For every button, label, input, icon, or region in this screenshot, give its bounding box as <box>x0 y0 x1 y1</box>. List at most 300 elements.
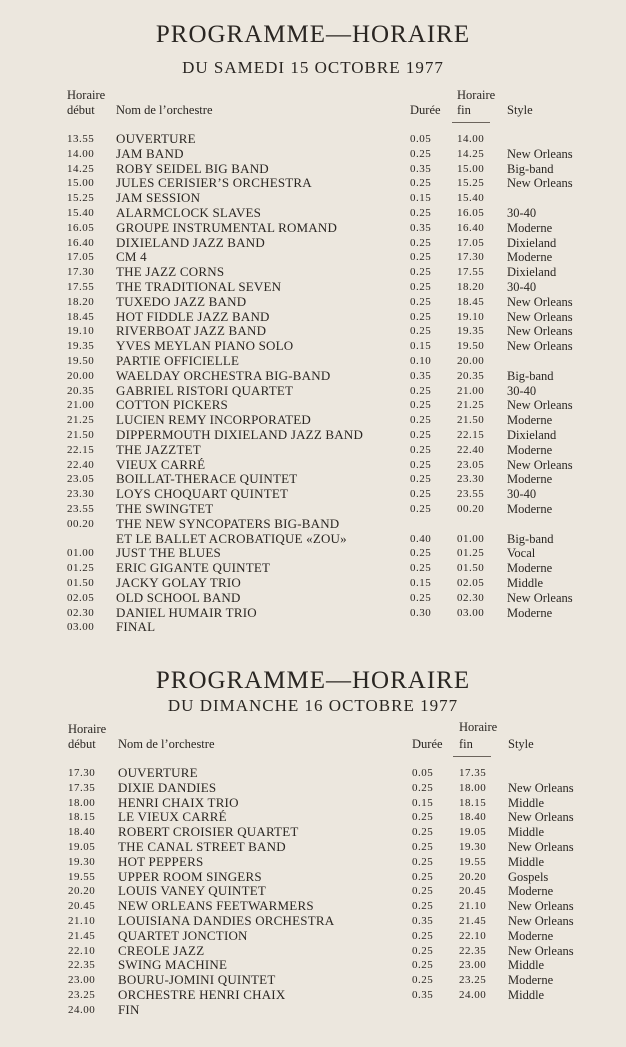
style: 30-40 <box>507 205 537 220</box>
table-row <box>0 532 626 547</box>
orchestra-name: OLD SCHOOL BAND <box>116 589 241 605</box>
table-row <box>0 517 626 532</box>
style: Moderne <box>508 973 554 988</box>
end-time: 22.15 <box>457 428 485 441</box>
end-time: 21.10 <box>459 900 487 913</box>
duration: 0.15 <box>410 576 432 589</box>
table-row <box>0 162 626 177</box>
duration: 0.35 <box>412 988 434 1001</box>
duration: 0.25 <box>410 206 432 219</box>
orchestra-name: BOURU-JOMINI QUINTET <box>118 972 276 988</box>
orchestra-name: JUST THE BLUES <box>116 545 221 561</box>
table-row <box>0 576 626 591</box>
orchestra-name: OUVERTURE <box>118 765 198 780</box>
section-2-subtitle: DU DIMANCHE 16 OCTOBRE 1977 <box>167 696 459 715</box>
start-time: 01.25 <box>67 562 95 575</box>
duration: 0.25 <box>412 959 434 972</box>
table-row <box>0 191 626 206</box>
table-row <box>0 206 626 221</box>
start-time: 21.50 <box>67 428 95 441</box>
table-row <box>0 988 626 1003</box>
start-time: 18.40 <box>68 826 96 839</box>
start-time: 22.10 <box>68 944 96 957</box>
table-row <box>0 487 626 502</box>
section-1-header-end-line2: fin <box>457 103 471 117</box>
orchestra-name: THE JAZZTET <box>116 441 201 457</box>
orchestra-name: COTTON PICKERS <box>116 397 228 413</box>
start-time: 17.05 <box>67 251 95 264</box>
style: Moderne <box>507 561 553 576</box>
table-row <box>0 443 626 458</box>
orchestra-name: PARTIE OFFICIELLE <box>116 352 240 368</box>
orchestra-name: LE VIEUX CARRÉ <box>118 809 227 825</box>
start-time: 03.00 <box>67 621 95 634</box>
duration: 0.25 <box>410 399 432 412</box>
duration: 0.15 <box>412 796 434 809</box>
duration: 0.25 <box>412 944 434 957</box>
section-1-header-start-line1: Horaire <box>67 88 106 102</box>
start-time: 00.20 <box>67 517 95 530</box>
table-row <box>0 428 626 443</box>
section-1-header-duration: Durée <box>410 103 441 117</box>
end-time: 22.40 <box>457 443 485 456</box>
duration: 0.25 <box>412 781 434 794</box>
table-row <box>0 929 626 944</box>
style: Big-band <box>507 368 554 383</box>
start-time: 15.00 <box>67 177 95 190</box>
style: Middle <box>508 958 545 973</box>
style: New Orleans <box>507 309 573 324</box>
table-row <box>0 766 626 781</box>
end-time: 17.55 <box>457 266 485 279</box>
end-time: 02.05 <box>457 576 485 589</box>
orchestra-name: FIN <box>118 1001 140 1017</box>
end-time: 16.05 <box>457 206 485 219</box>
orchestra-name: ORCHESTRE HENRI CHAIX <box>118 986 286 1002</box>
orchestra-name: THE SWINGTET <box>116 500 214 516</box>
start-time: 24.00 <box>68 1003 96 1016</box>
section-2-header-duration: Durée <box>412 737 443 751</box>
duration: 0.15 <box>410 340 432 353</box>
start-time: 02.05 <box>67 591 95 604</box>
end-time: 17.05 <box>457 236 485 249</box>
style: 30-40 <box>507 279 537 294</box>
duration: 0.25 <box>410 266 432 279</box>
orchestra-name: YVES MEYLAN PIANO SOLO <box>116 338 294 354</box>
style: Big-band <box>507 161 554 176</box>
duration: 0.25 <box>410 443 432 456</box>
orchestra-name: VIEUX CARRÉ <box>116 456 206 472</box>
end-time: 19.50 <box>457 340 485 353</box>
table-row <box>0 884 626 899</box>
table-row <box>0 591 626 606</box>
start-time: 23.30 <box>67 488 95 501</box>
style: New Orleans <box>507 590 573 605</box>
end-time: 01.25 <box>457 547 485 560</box>
start-time: 18.15 <box>68 811 96 824</box>
style: Dixieland <box>507 235 557 250</box>
duration: 0.25 <box>412 900 434 913</box>
table-row <box>0 339 626 354</box>
duration: 0.25 <box>410 547 432 560</box>
style: Middle <box>508 854 545 869</box>
style: New Orleans <box>507 398 573 413</box>
style: Moderne <box>507 605 553 620</box>
section-1-subtitle: DU SAMEDI 15 OCTOBRE 1977 <box>182 58 444 77</box>
end-time: 02.30 <box>457 591 485 604</box>
orchestra-name: RIVERBOAT JAZZ BAND <box>116 323 267 339</box>
table-row <box>0 1003 626 1018</box>
duration: 0.25 <box>412 855 434 868</box>
style: New Orleans <box>507 146 573 161</box>
end-time: 00.20 <box>457 502 485 515</box>
duration: 0.25 <box>412 811 434 824</box>
orchestra-name: ROBERT CROISIER QUARTET <box>118 824 299 840</box>
start-time: 23.00 <box>68 974 96 987</box>
start-time: 21.25 <box>67 414 95 427</box>
style: Moderne <box>508 884 554 899</box>
duration: 0.25 <box>410 280 432 293</box>
duration: 0.40 <box>410 532 432 545</box>
end-time: 18.45 <box>457 295 485 308</box>
end-time: 01.00 <box>457 532 485 545</box>
section-1-table <box>0 132 626 635</box>
style: Big-band <box>507 531 554 546</box>
end-time: 19.35 <box>457 325 485 338</box>
orchestra-name: HOT PEPPERS <box>118 853 204 869</box>
section-1-header-end-line1: Horaire <box>457 88 496 102</box>
end-time: 15.40 <box>457 192 485 205</box>
duration: 0.25 <box>410 502 432 515</box>
orchestra-name: ERIC GIGANTE QUINTET <box>116 560 271 576</box>
end-time: 23.05 <box>457 458 485 471</box>
section-2-header-end-line1: Horaire <box>459 720 498 734</box>
section-1-header-style: Style <box>507 103 533 117</box>
orchestra-name: THE CANAL STREET BAND <box>118 838 286 854</box>
duration: 0.25 <box>410 177 432 190</box>
section-1-header-start-line2: début <box>67 103 95 117</box>
orchestra-name: OUVERTURE <box>116 131 196 146</box>
orchestra-name: LUCIEN REMY INCORPORATED <box>116 412 311 428</box>
end-time: 19.30 <box>459 840 487 853</box>
duration: 0.25 <box>410 458 432 471</box>
end-time: 21.00 <box>457 384 485 397</box>
duration: 0.25 <box>410 236 432 249</box>
duration: 0.25 <box>412 974 434 987</box>
start-time: 19.50 <box>67 354 95 367</box>
table-row <box>0 958 626 973</box>
style: New Orleans <box>507 176 573 191</box>
end-time: 16.40 <box>457 221 485 234</box>
table-row <box>0 354 626 369</box>
start-time: 20.00 <box>67 369 95 382</box>
start-time: 02.30 <box>67 606 95 619</box>
duration: 0.25 <box>410 295 432 308</box>
start-time: 20.45 <box>68 900 96 913</box>
duration: 0.05 <box>410 133 432 145</box>
duration: 0.35 <box>410 162 432 175</box>
duration: 0.25 <box>410 562 432 575</box>
style: Moderne <box>507 413 553 428</box>
table-row <box>0 384 626 399</box>
duration: 0.25 <box>410 310 432 323</box>
duration: 0.25 <box>412 870 434 883</box>
duration: 0.25 <box>412 885 434 898</box>
table-row <box>0 280 626 295</box>
orchestra-name: THE TRADITIONAL SEVEN <box>116 278 282 294</box>
start-time: 20.20 <box>68 885 96 898</box>
table-row <box>0 561 626 576</box>
table-row <box>0 502 626 517</box>
section-2-header-rule <box>453 756 491 757</box>
orchestra-name: ALARMCLOCK SLAVES <box>116 204 262 220</box>
style: New Orleans <box>507 294 573 309</box>
style: Dixieland <box>507 265 557 280</box>
start-time: 01.00 <box>67 547 95 560</box>
orchestra-name: SWING MACHINE <box>118 957 228 973</box>
start-time: 18.00 <box>68 796 96 809</box>
duration: 0.35 <box>410 369 432 382</box>
orchestra-name: JAM SESSION <box>116 190 201 206</box>
end-time: 19.05 <box>459 826 487 839</box>
style: New Orleans <box>507 339 573 354</box>
end-time: 01.50 <box>457 562 485 575</box>
orchestra-name: LOYS CHOQUART QUINTET <box>116 486 289 502</box>
duration: 0.10 <box>410 354 432 367</box>
orchestra-name: TUXEDO JAZZ BAND <box>116 293 247 309</box>
orchestra-name: QUARTET JONCTION <box>118 927 248 943</box>
orchestra-name: DIXIELAND JAZZ BAND <box>116 234 265 250</box>
end-time: 23.25 <box>459 974 487 987</box>
orchestra-name: GABRIEL RISTORI QUARTET <box>116 382 294 398</box>
style: Moderne <box>507 220 553 235</box>
start-time: 14.00 <box>67 147 95 160</box>
section-1-title: PROGRAMME—HORAIRE <box>155 21 471 48</box>
start-time: 23.25 <box>68 988 96 1001</box>
orchestra-name: HOT FIDDLE JAZZ BAND <box>116 308 270 324</box>
style: Dixieland <box>507 427 557 442</box>
end-time: 17.30 <box>457 251 485 264</box>
style: Moderne <box>507 442 553 457</box>
start-time: 22.15 <box>67 443 95 456</box>
duration: 0.25 <box>410 428 432 441</box>
duration: 0.05 <box>412 767 434 779</box>
orchestra-name: ET LE BALLET ACROBATIQUE «ZOU» <box>116 530 347 546</box>
end-time: 18.20 <box>457 280 485 293</box>
table-row <box>0 236 626 251</box>
end-time: 18.40 <box>459 811 487 824</box>
start-time: 22.35 <box>68 959 96 972</box>
start-time: 17.30 <box>67 266 95 279</box>
style: New Orleans <box>508 899 574 914</box>
start-time: 21.45 <box>68 929 96 942</box>
table-row <box>0 840 626 855</box>
duration: 0.25 <box>412 840 434 853</box>
section-2-table <box>0 766 626 1018</box>
style: Middle <box>507 575 544 590</box>
start-time: 14.25 <box>67 162 95 175</box>
orchestra-name: JAM BAND <box>116 145 184 161</box>
duration: 0.25 <box>410 325 432 338</box>
orchestra-name: BOILLAT-THERACE QUINTET <box>116 471 298 487</box>
orchestra-name: CREOLE JAZZ <box>118 942 205 958</box>
style: New Orleans <box>508 810 574 825</box>
end-time: 17.35 <box>459 767 487 779</box>
start-time: 18.20 <box>67 295 95 308</box>
end-time: 18.15 <box>459 796 487 809</box>
orchestra-name: LOUISIANA DANDIES ORCHESTRA <box>118 912 335 928</box>
style: Moderne <box>507 250 553 265</box>
end-time: 23.30 <box>457 473 485 486</box>
section-2-header-style: Style <box>508 737 534 751</box>
duration: 0.25 <box>412 929 434 942</box>
start-time: 23.05 <box>67 473 95 486</box>
orchestra-name: JACKY GOLAY TRIO <box>116 574 242 590</box>
style: New Orleans <box>508 913 574 928</box>
table-row <box>0 176 626 191</box>
start-time: 15.40 <box>67 206 95 219</box>
end-time: 19.55 <box>459 855 487 868</box>
style: Moderne <box>507 472 553 487</box>
table-row <box>0 250 626 265</box>
duration: 0.25 <box>410 591 432 604</box>
start-time: 19.30 <box>68 855 96 868</box>
table-row <box>0 295 626 310</box>
duration: 0.25 <box>410 488 432 501</box>
table-row <box>0 546 626 561</box>
start-time: 16.40 <box>67 236 95 249</box>
orchestra-name: WAELDAY ORCHESTRA BIG-BAND <box>116 367 331 383</box>
style: 30-40 <box>507 487 537 502</box>
start-time: 18.45 <box>67 310 95 323</box>
orchestra-name: DIXIE DANDIES <box>118 779 217 795</box>
duration: 0.25 <box>410 384 432 397</box>
start-time: 16.05 <box>67 221 95 234</box>
end-time: 20.35 <box>457 369 485 382</box>
section-2-header-name: Nom de l’orchestre <box>118 737 215 751</box>
end-time: 21.50 <box>457 414 485 427</box>
table-row <box>0 606 626 621</box>
end-time: 20.00 <box>457 354 485 367</box>
style: Moderne <box>507 501 553 516</box>
start-time: 19.55 <box>68 870 96 883</box>
end-time: 23.00 <box>459 959 487 972</box>
table-row <box>0 899 626 914</box>
end-time: 15.25 <box>457 177 485 190</box>
table-row <box>0 265 626 280</box>
start-time: 13.55 <box>67 133 95 145</box>
start-time: 20.35 <box>67 384 95 397</box>
style: Gospels <box>508 869 549 884</box>
table-row <box>0 781 626 796</box>
table-row <box>0 413 626 428</box>
orchestra-name: ROBY SEIDEL BIG BAND <box>116 160 269 176</box>
orchestra-name: NEW ORLEANS FEETWARMERS <box>118 898 314 914</box>
orchestra-name: JULES CERISIER’S ORCHESTRA <box>116 175 312 191</box>
style: Middle <box>508 825 545 840</box>
start-time: 17.30 <box>68 767 96 779</box>
table-row <box>0 914 626 929</box>
duration: 0.15 <box>410 192 432 205</box>
section-2-header-end-line2: fin <box>459 737 473 751</box>
orchestra-name: LOUIS VANEY QUINTET <box>118 883 266 899</box>
table-row <box>0 944 626 959</box>
start-time: 21.00 <box>67 399 95 412</box>
style: Middle <box>508 987 545 1002</box>
table-row <box>0 324 626 339</box>
end-time: 03.00 <box>457 606 485 619</box>
orchestra-name: HENRI CHAIX TRIO <box>118 794 239 810</box>
start-time: 15.25 <box>67 192 95 205</box>
start-time: 22.40 <box>67 458 95 471</box>
end-time: 24.00 <box>459 988 487 1001</box>
end-time: 22.35 <box>459 944 487 957</box>
style: Middle <box>508 795 545 810</box>
table-row <box>0 870 626 885</box>
orchestra-name: THE NEW SYNCOPATERS BIG-BAND <box>116 515 340 531</box>
style: 30-40 <box>507 383 537 398</box>
style: New Orleans <box>507 457 573 472</box>
table-row <box>0 132 626 147</box>
duration: 0.35 <box>410 221 432 234</box>
start-time: 19.05 <box>68 840 96 853</box>
style: Moderne <box>508 928 554 943</box>
end-time: 20.45 <box>459 885 487 898</box>
start-time: 23.55 <box>67 502 95 515</box>
table-row <box>0 855 626 870</box>
style: New Orleans <box>508 839 574 854</box>
start-time: 21.10 <box>68 914 96 927</box>
duration: 0.35 <box>412 914 434 927</box>
table-row <box>0 810 626 825</box>
end-time: 19.10 <box>457 310 485 323</box>
start-time: 17.35 <box>68 781 96 794</box>
table-row <box>0 796 626 811</box>
end-time: 14.25 <box>457 147 485 160</box>
duration: 0.25 <box>410 414 432 427</box>
style: New Orleans <box>508 780 574 795</box>
section-1-header-rule <box>452 122 490 123</box>
duration: 0.25 <box>410 473 432 486</box>
section-2-header-start-line2: début <box>68 737 96 751</box>
end-time: 22.10 <box>459 929 487 942</box>
section-2-header-start-line1: Horaire <box>68 722 107 736</box>
orchestra-name: DANIEL HUMAIR TRIO <box>116 604 257 620</box>
end-time: 21.25 <box>457 399 485 412</box>
end-time: 14.00 <box>457 133 485 145</box>
end-time: 23.55 <box>457 488 485 501</box>
duration: 0.30 <box>410 606 432 619</box>
start-time: 19.10 <box>67 325 95 338</box>
orchestra-name: UPPER ROOM SINGERS <box>118 868 262 884</box>
orchestra-name: CM 4 <box>116 249 147 265</box>
end-time: 18.00 <box>459 781 487 794</box>
orchestra-name: FINAL <box>116 619 156 635</box>
start-time: 17.55 <box>67 280 95 293</box>
orchestra-name: THE JAZZ CORNS <box>116 264 225 280</box>
section-1-header-name: Nom de l’orchestre <box>116 103 213 117</box>
duration: 0.25 <box>412 826 434 839</box>
section-2-title: PROGRAMME—HORAIRE <box>155 667 471 694</box>
duration: 0.25 <box>410 147 432 160</box>
end-time: 21.45 <box>459 914 487 927</box>
style: New Orleans <box>507 324 573 339</box>
table-row <box>0 310 626 325</box>
table-row <box>0 973 626 988</box>
table-row <box>0 147 626 162</box>
style: New Orleans <box>508 943 574 958</box>
table-row <box>0 221 626 236</box>
